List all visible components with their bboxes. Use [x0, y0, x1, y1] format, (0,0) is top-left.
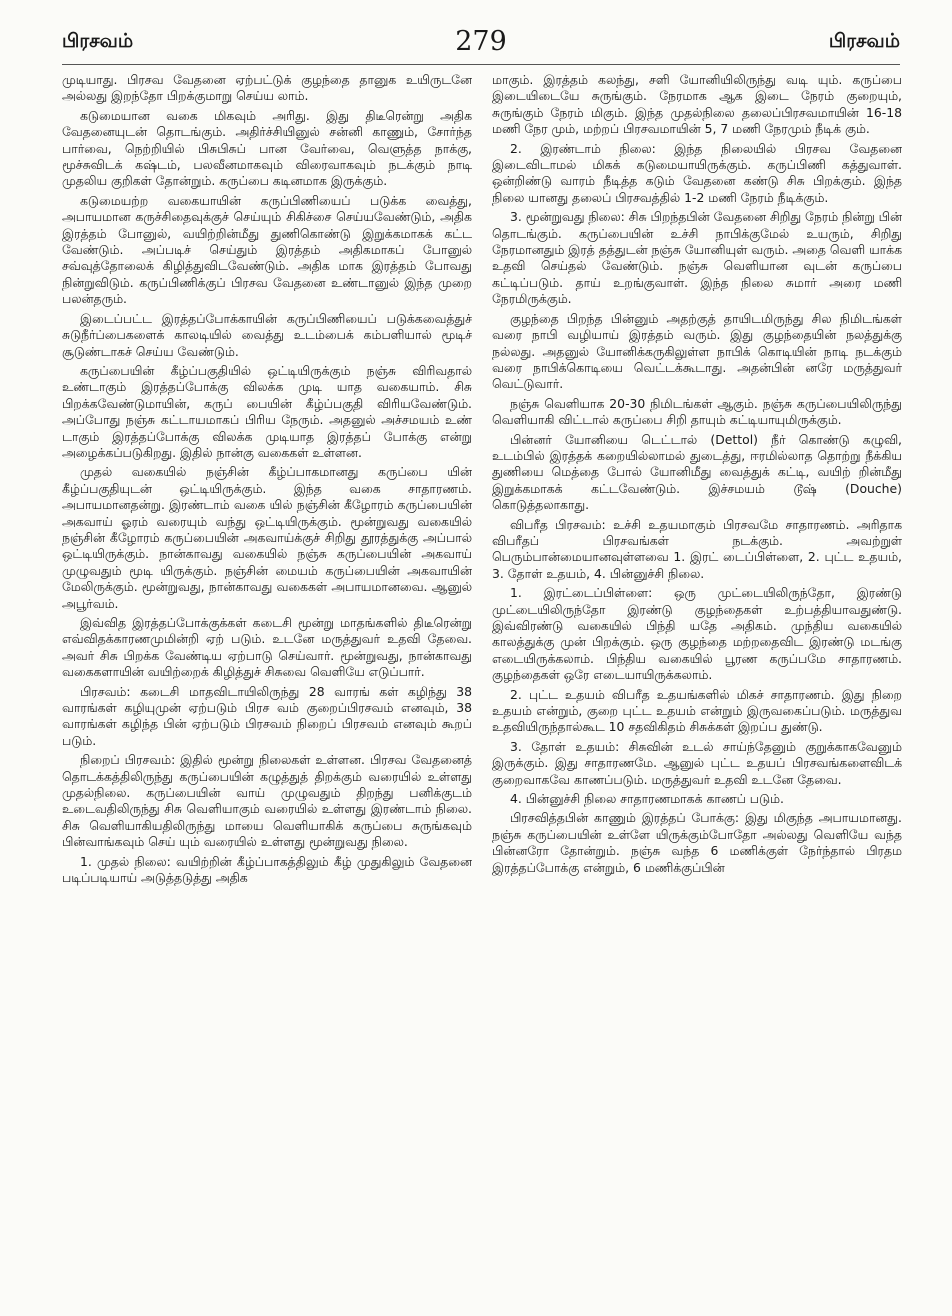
paragraph: கருப்பையின் கீழ்ப்பகுதியில் ஒட்டியிருக்கும் நஞ்சு விரிவதால் உண்டாகும் இரத்தப்போக்கு விலக்க முடி யாத வகையாம். சிசு பிறக்கவேண்டுமாயின், கருப் பையின் கீழ்ப்பகுதி விரியவேண்டும். அப்போது நஞ்சு கட்டாயமாகப் பிரிய நேரும். அதனுல் அச்சமயம் உண் டாகும் இரத்தப்போக்கு விலக்க முடியாத இரத்தப் போக்கு என்று அழைக்கப்படுகிறது. இதில் நான்கு வகைகள் உள்ளன. — [62, 362, 472, 460]
page-number: 279 — [455, 26, 507, 57]
paragraph: இடைப்பட்ட இரத்தப்போக்காயின் கருப்பிணியைப் படுக்கவைத்துச் சுடுநீர்ப்பைகளைக் காலடியில் வைத்து உடம்பைக் கம்பளியால் மூடிச் சூடுண்டாகச் செய்ய வேண்டும். — [62, 310, 472, 359]
paragraph: நஞ்சு வெளியாக 20-30 நிமிடங்கள் ஆகும். நஞ்சு கருப்பையிலிருந்து வெளியாகி விட்டால் கருப்பை சிறி தாயும் கட்டியாயுமிருக்கும். — [492, 395, 902, 428]
paragraph: 2. இரண்டாம் நிலை: இந்த நிலையில் பிரசவ வேதனை இடைவிடாமல் மிகக் கடுமையாயிருக்கும். கருப்பிணி கத்துவாள். ஒன்றிண்டு வாரம் நீடித்த கடும் வேதனை கண்டு சிசு பிறக்கும். இந்த நிலை யானது தலைப் பிரசவத்தில் 1-2 மணி நேரம் நீடிக்கும். — [492, 140, 902, 205]
header-rule — [62, 64, 900, 65]
paragraph: முதல் வகையில் நஞ்சின் கீழ்ப்பாகமானது கருப்பை யின் கீழ்ப்பகுதியுடன் ஒட்டியிருக்கும். இந்த வகை சாதாரணம். அபாயமானதன்று. இரண்டாம் வகை யில் நஞ்சின் கீழோரம் கருப்பையின் அகவாய் ஓரம் வரையும் வந்து ஒட்டியிருக்கும். மூன்றுவது வகையில் நஞ்சின் கீழோரம் கருப்பையின் அகவாய்க்குச் சிறிது தூரத்துக்கு அப்பால் ஒட்டியிருக்கும். நான்காவது வகையில் நஞ்சு கருப்பையின் அகவாய் முழுவதும் மூடி யிருக்கும். நஞ்சின் மையம் கருப்பையின் அகவாயின் மேலிருக்கும். மூன்றுவது, நான்காவது வகைகள் அபாயமானவை. ஆனுல் அபூர்வம். — [62, 464, 472, 611]
paragraph: கடுமையற்ற வகையாயின் கருப்பிணியைப் படுக்க வைத்து, அபாயமான கருச்சிதைவுக்குச் செய்யும் சிகிச்சை செய்யவேண்டும், அதிக இரத்தம் போனுல், வயிற்றின்மீது துணிகொண்டு இறுக்கமாகக் கட்ட வேண்டும். அப்படிச் செய்தும் இரத்தம் அதிகமாகப் போனுல் சவ்வுத்தோலைக் கிழித்துவிடவேண்டும். அதிக மாக இரத்தம் போவது நின்றுவிடும். கருப்பிணிக்குப் பிரசவ வேதனை உண்டானுல் இந்த முறை பலன்தரும். — [62, 192, 472, 307]
paragraph: 2. புட்ட உதயம் விபரீத உதயங்களில் மிகச் சாதாரணம். இது நிறை உதயம் என்றும், குறை புட்ட உதயம் என்றும் இருவகைப்படும். மருத்துவ உதவியிருந்தால்கூட 10 சதவிகிதம் சிசுக்கள் இறப்ப துண்டு. — [492, 686, 902, 735]
left-column — [62, 72, 472, 1304]
paragraph: கடுமையான வகை மிகவும் அரிது. இது திடீரென்று அதிக வேதனையுடன் தொடங்கும். அதிர்ச்சியினுல் சன்னி காணும், சோர்ந்த பார்வை, நெற்றியில் பிசுபிசுப் பான வேர்வை, வெளுத்த நாக்கு, மூச்சுவிடக் கஷ்டம், பலவீனமாகவும் விரைவாகவும் நடக்கும் நாடி முதலிய குறிகள் தோன்றும். கருப்பை கடினமாக இருக்கும். — [62, 107, 472, 189]
paragraph: முடியாது. பிரசவ வேதனை ஏற்பட்டுக் குழந்தை தானுக உயிருடனே அல்லது இறந்தோ பிறக்குமாறு செய்ய லாம். — [62, 72, 472, 104]
paragraph: குழந்தை பிறந்த பின்னும் அதற்குத் தாயிடமிருந்து சில நிமிடங்கள் வரை நாபி வழியாய் இரத்தம் வரும். இது குழந்தையின் நலத்துக்கு நல்லது. அதனுல் யோனிக்கருகிலுள்ள நாபிக் கொடியின் நாடி நடக்கும் வரை நாபிக்கொடியை வெட்டக்கூடாது. அதன்பின் னரே மருத்துவர் வெட்டுவார். — [492, 310, 902, 392]
paragraph: நிறைப் பிரசவம்: இதில் மூன்று நிலைகள் உள்ளன. பிரசவ வேதனைத் தொடக்கத்திலிருந்து கருப்பையின் கழுத்துத் திறக்கும் வரையில் உள்ளது முதல்நிலை. கருப்பையின் வாய் முழுவதும் திறந்து பனிக்குடம் உடைவதிலிருந்து சிசு வெளியாகும் வரையில் உள்ளது இரண்டாம் நிலை. சிசு வெளியாகியதிலிருந்து மாயை வெளியாகிக் கருப்பை சுருங்கவும் பின்வாங்கவும் செய் யும் வரையில் உள்ளது மூன்றுவது நிலை. — [62, 752, 472, 850]
paragraph: 1. இரட்டைப்பிள்ளை: ஒரு முட்டையிலிருந்தோ, இரண்டு முட்டையிலிருந்தோ இரண்டு குழந்தைகள் உற்பத்தியாவதுண்டு. இவ்விரண்டு வகையில் பிந்தி யதே அதிகம். முந்திய வகையில் காலத்துக்கு முன் பிறக்கும். ஒரு குழந்தை மற்றதைவிட இரண்டு மடங்கு எடையிருக்கலாம். பிந்திய வகையில் பூரண கருப்பமே சாதாரணம். குழந்தைகள் ஒரே எடையாயிருக்கலாம். — [492, 585, 902, 683]
running-head-left: பிரசவம் — [62, 30, 134, 52]
paragraph: பிரசவித்தபின் காணும் இரத்தப் போக்கு: இது மிகுந்த அபாயமானது. நஞ்சு கருப்பையின் உள்ளே யிருக்கும்போதோ அல்லது வெளியே வந்த பின்னரோ தோன்றும். நஞ்சு வந்த 6 மணிக்குள் நேர்ந்தால் பிரதம இரத்தப்போக்கு என்றும், 6 மணிக்குப்பின் — [492, 810, 902, 875]
running-head-right: பிரசவம் — [828, 30, 900, 52]
paragraph: 3. மூன்றுவது நிலை: சிசு பிறந்தபின் வேதனை சிறிது நேரம் நின்று பின் தொடங்கும். கருப்பையின் உச்சி நாபிக்குமேல் உயரும், சிறிது நேரமானதும் இரத் தத்துடன் நஞ்சு யோனியுள் வரும். அதை வெளி யாக்க உதவி செய்தல் வேண்டும். நஞ்சு வெளியான வுடன் கருப்பை கட்டிப்படும். தாய் உறங்குவாள். இந்த நிலை சுமார் அரை மணி நேரமிருக்கும். — [492, 209, 902, 307]
paragraph: பிரசவம்: கடைசி மாதவிடாயிலிருந்து 28 வாரங் கள் கழிந்து 38 வாரங்கள் கழியுமுன் ஏற்படும் பிரச வம் குறைப்பிரசவம் எனவும், 38 வாரங்கள் கழிந்த பின் ஏற்படும் பிரசவம் நிறைப் பிரசவம் எனவும் கூறப் படும். — [62, 683, 472, 748]
paragraph: 1. முதல் நிலை: வயிற்றின் கீழ்ப்பாகத்திலும் கீழ் முதுகிலும் வேதனை படிப்படியாய் அடுத்தடுத்து அதிக — [62, 853, 472, 886]
right-column — [492, 72, 902, 1304]
text-columns — [62, 72, 900, 1304]
paragraph: இவ்வித இரத்தப்போக்குக்கள் கடைசி மூன்று மாதங்களில் திடீரென்று எவ்விதக்காரணமுமின்றி ஏற் படும். உடனே மருத்துவர் உதவி தேவை. அவர் சிசு பிறக்க வேண்டிய ஏற்பாடு செய்வார். மூன்றுவது, நான்காவது வகைகளாயின் வயிற்றைக் கிழித்துச் சிசுவை வெளியே எடுப்பார். — [62, 615, 472, 680]
paragraph: பின்னர் யோனியை டெட்டால் (Dettol) நீர் கொண்டு கழுவி, உடம்பில் இரத்தக் கறையில்லாமல் துடைத்து, ஈரமில்லாத தொற்று நீக்கிய துணியை மெத்தை போல் யோனிமீது வைத்துக் கட்டி, வயிற் றின்மீது இறுக்கமாகக் கட்டவேண்டும். இச்சமயம் டூஷ் (Douche) கொடுத்தலாகாது. — [492, 431, 902, 513]
paragraph: மாகும். இரத்தம் கலந்து, சளி யோனியிலிருந்து வடி யும். கருப்பை இடையிடையே சுருங்கும். நேரமாக ஆக இடை நேரம் குறையும், சுருங்கும் நேரம் மிகும். இந்த முதல்நிலை தலைப்பிரசவமாயின் 16-18 மணி நேர மும், மற்றப் பிரசவமாயின் 5, 7 மணி நேரமும் நீடிக் கும். — [492, 72, 902, 137]
paragraph: 4. பின்னுச்சி நிலை சாதாரணமாகக் காணப் படும். — [510, 791, 784, 807]
page-header — [62, 26, 900, 60]
paragraph: விபரீத பிரசவம்: உச்சி உதயமாகும் பிரசவமே சாதாரணம். அரிதாக விபரீதப் பிரசவங்கள் நடக்கும். அவற்றுள் பெரும்பான்மையானவுள்ளவை 1. இரட் டைப்பிள்ளை, 2. புட்ட உதயம், 3. தோள் உதயம், 4. பின்னுச்சி நிலை. — [492, 516, 902, 581]
paragraph: 3. தோள் உதயம்: சிசுவின் உடல் சாய்ந்தேனும் குறுக்காகவேனும் இருக்கும். இது சாதாரணமே. ஆனுல் புட்ட உதயப் பிரசவங்களைவிடக் குறைவாகவே காணப்படும். மருத்துவர் உதவி உடனே தேவை. — [492, 738, 902, 787]
